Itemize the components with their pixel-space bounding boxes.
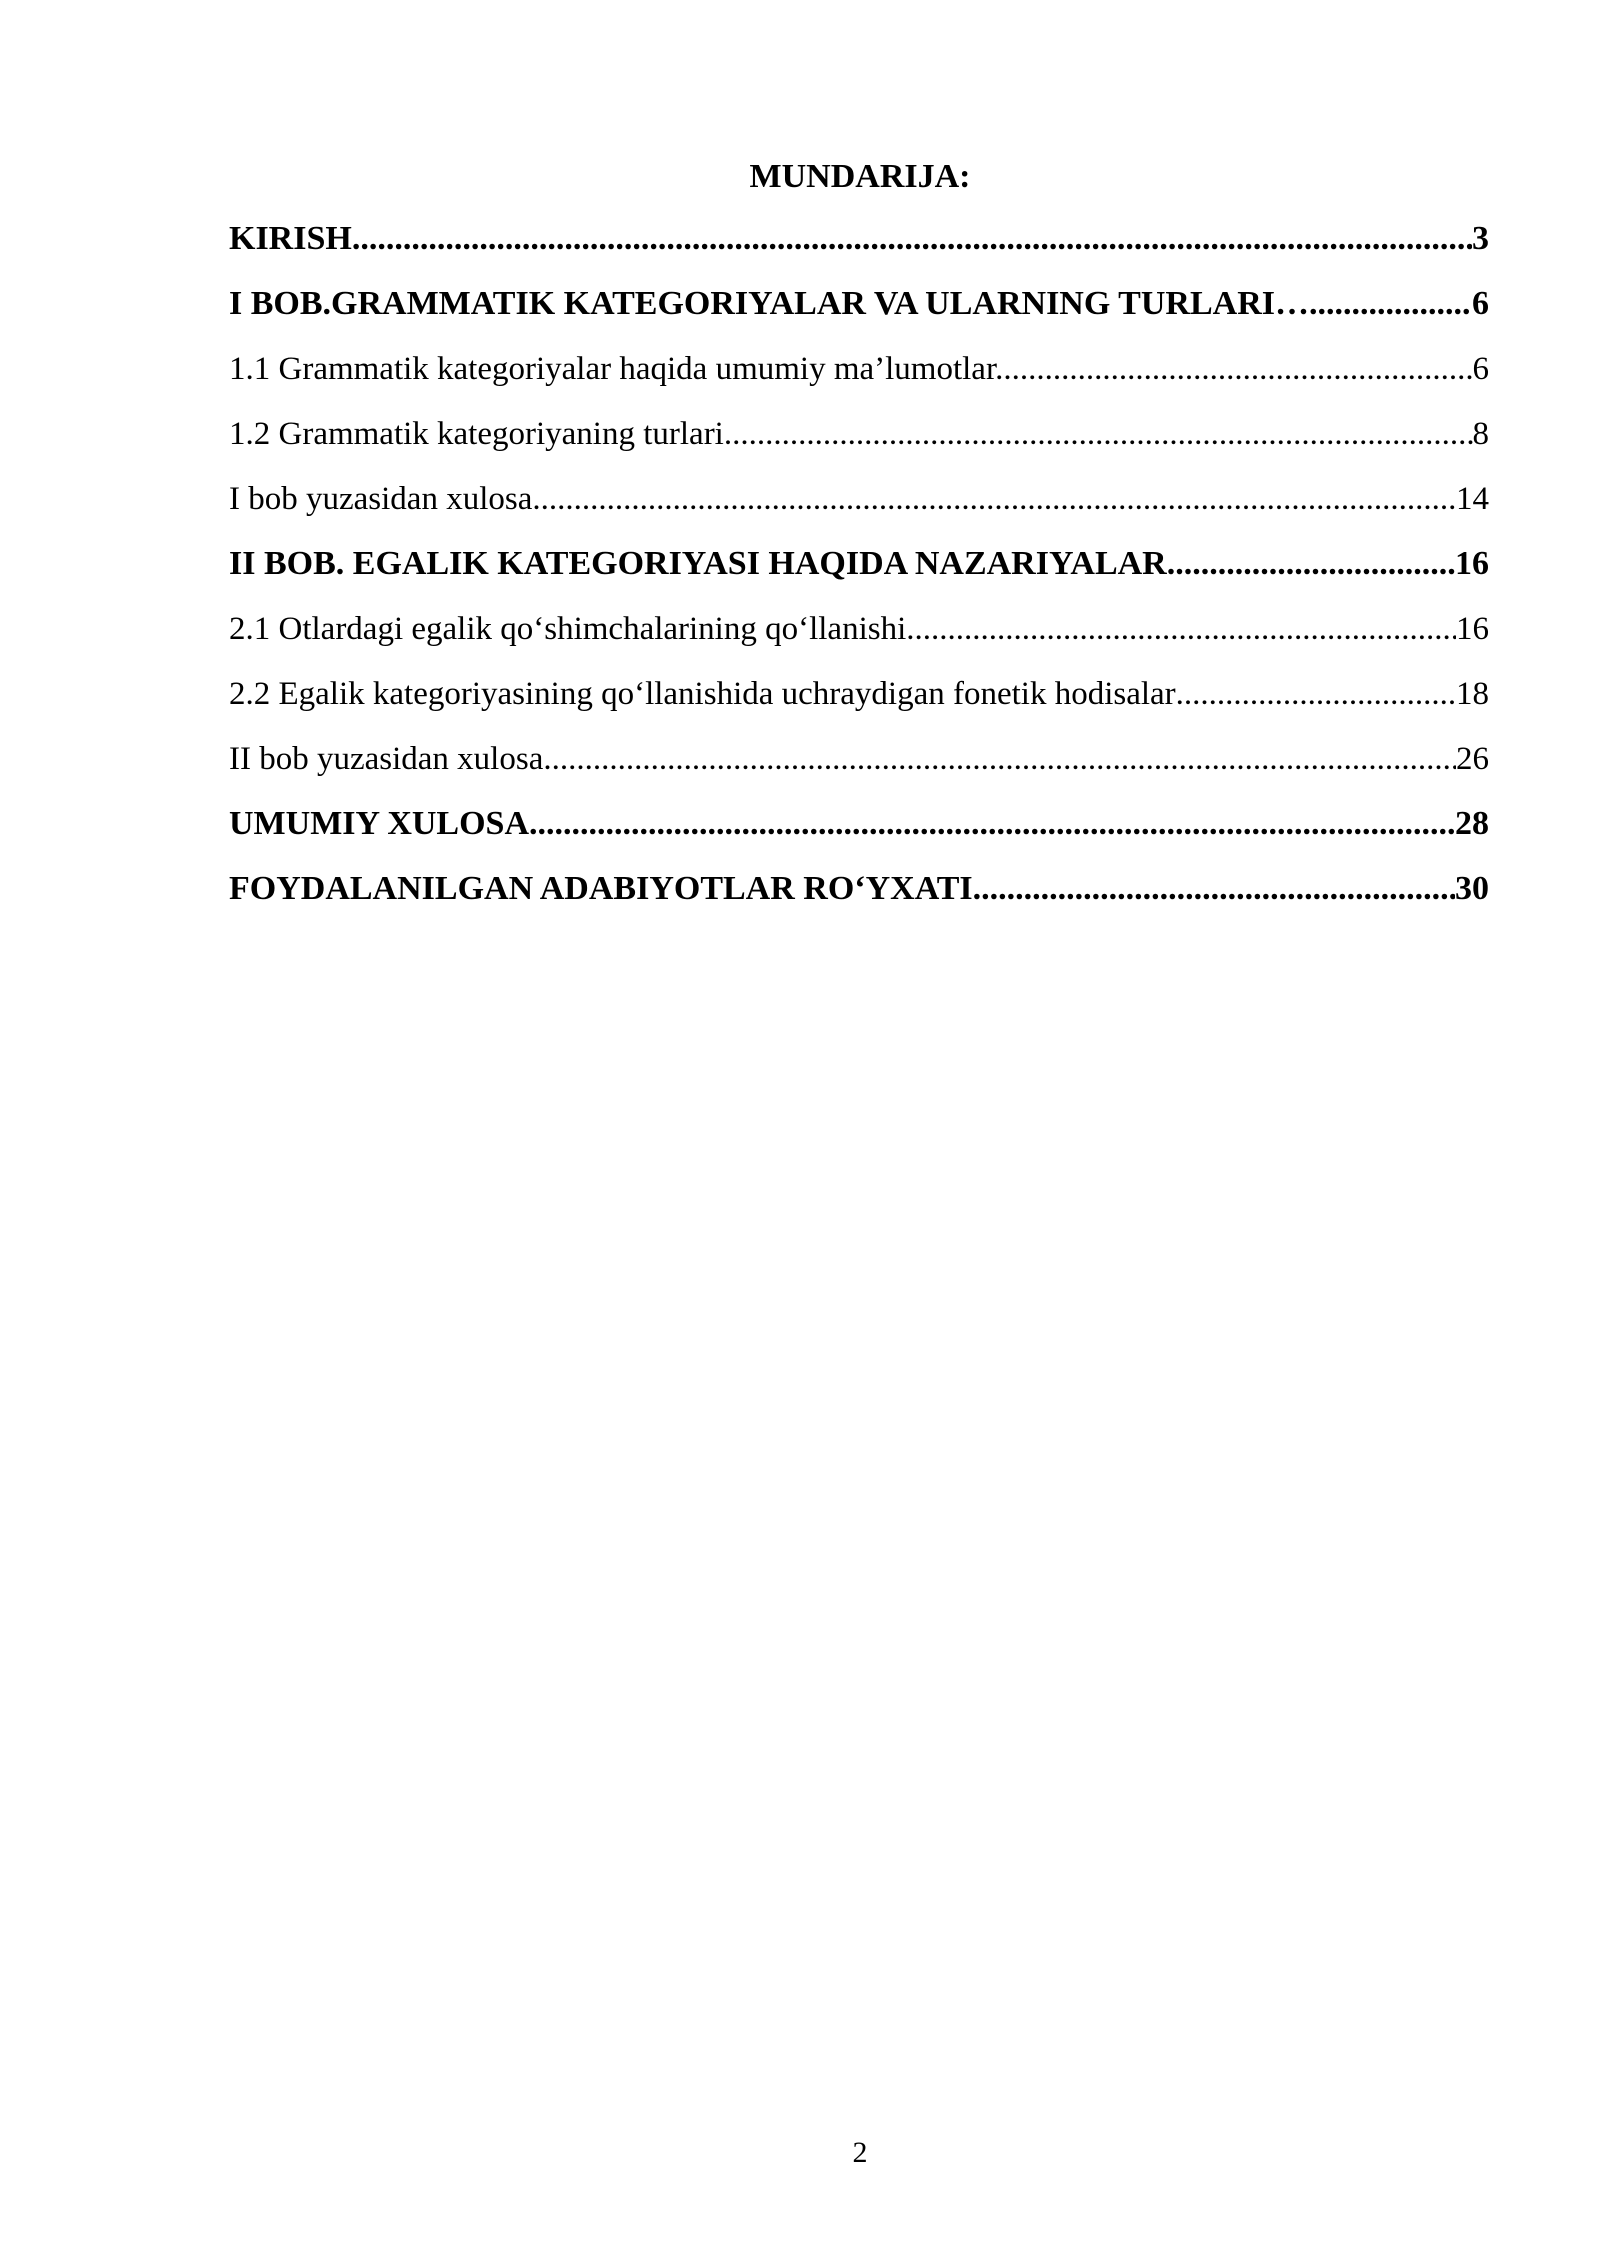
toc-entry-page: 18 (1456, 676, 1489, 712)
toc-entry-label: 1.1 Grammatik kategoriyalar haqida umumiy ma’lumotlar. (229, 351, 1004, 387)
toc-entry-label: 2.2 Egalik kategoriyasining qo‘llanishida uchraydigan fonetik hodisalar (229, 676, 1176, 712)
toc-dot-leader (1309, 279, 1472, 329)
toc-entry-label: KIRISH (229, 220, 352, 257)
toc-entry-page: 16 (1456, 611, 1489, 647)
toc-entry-label: 2.1 Otlardagi egalik qo‘shimchalarining qo‘llanishi (229, 611, 907, 647)
toc-entry-references[interactable] (229, 864, 1489, 929)
toc-entry-section-2-2[interactable] (229, 669, 1489, 734)
toc-entry-page: 14 (1456, 481, 1489, 517)
toc-dot-leader (1167, 539, 1455, 589)
toc-entry-page: 6 (1472, 351, 1489, 387)
toc-entry-section-1-1[interactable] (229, 344, 1489, 409)
toc-entry-label: UMUMIY XULOSA (229, 805, 530, 842)
toc-entry-label: 1.2 Grammatik kategoriyaning turlari (229, 416, 724, 452)
toc-dot-leader (1003, 344, 1472, 394)
toc-entry-chapter-1[interactable] (229, 279, 1489, 344)
toc-dot-leader (532, 474, 1456, 524)
toc-entry-label: I BOB.GRAMMATIK KATEGORIYALAR VA ULARNING TURLARI… (229, 285, 1309, 322)
toc-entry-page: 26 (1456, 741, 1489, 777)
toc-entry-section-1-2[interactable] (229, 409, 1489, 474)
toc-entry-page: 16 (1455, 545, 1489, 582)
toc-entry-page: 3 (1472, 220, 1489, 257)
toc-dot-leader (352, 214, 1472, 264)
toc-dot-leader (724, 409, 1473, 459)
toc-entry-label: FOYDALANILGAN ADABIYOTLAR RO‘YXATI (229, 870, 973, 907)
toc-entry-page: 28 (1455, 805, 1489, 842)
table-of-contents (229, 214, 1489, 929)
toc-dot-leader (973, 864, 1455, 914)
toc-entry-page: 6 (1472, 285, 1489, 322)
toc-entry-chapter-2-conclusion[interactable] (229, 734, 1489, 799)
toc-entry-chapter-2[interactable] (229, 539, 1489, 604)
toc-dot-leader (906, 604, 1456, 654)
toc-entry-section-2-1[interactable] (229, 604, 1489, 669)
toc-entry-label: II bob yuzasidan xulosa (229, 741, 544, 777)
toc-heading: MUNDARIJA: (749, 158, 971, 195)
toc-entry-label: I bob yuzasidan xulosa (229, 481, 533, 517)
toc-entry-page: 30 (1455, 870, 1489, 907)
toc-entry-general-conclusion[interactable] (229, 799, 1489, 864)
toc-entry-label: II BOB. EGALIK KATEGORIYASI HAQIDA NAZARIYALAR (229, 545, 1167, 582)
toc-entry-kirish[interactable] (229, 214, 1489, 279)
toc-dot-leader (1176, 669, 1456, 719)
page-number: 2 (852, 2136, 868, 2169)
toc-dot-leader (529, 799, 1455, 849)
toc-dot-leader (543, 734, 1456, 784)
toc-entry-page: 8 (1472, 416, 1489, 452)
toc-entry-chapter-1-conclusion[interactable] (229, 474, 1489, 539)
